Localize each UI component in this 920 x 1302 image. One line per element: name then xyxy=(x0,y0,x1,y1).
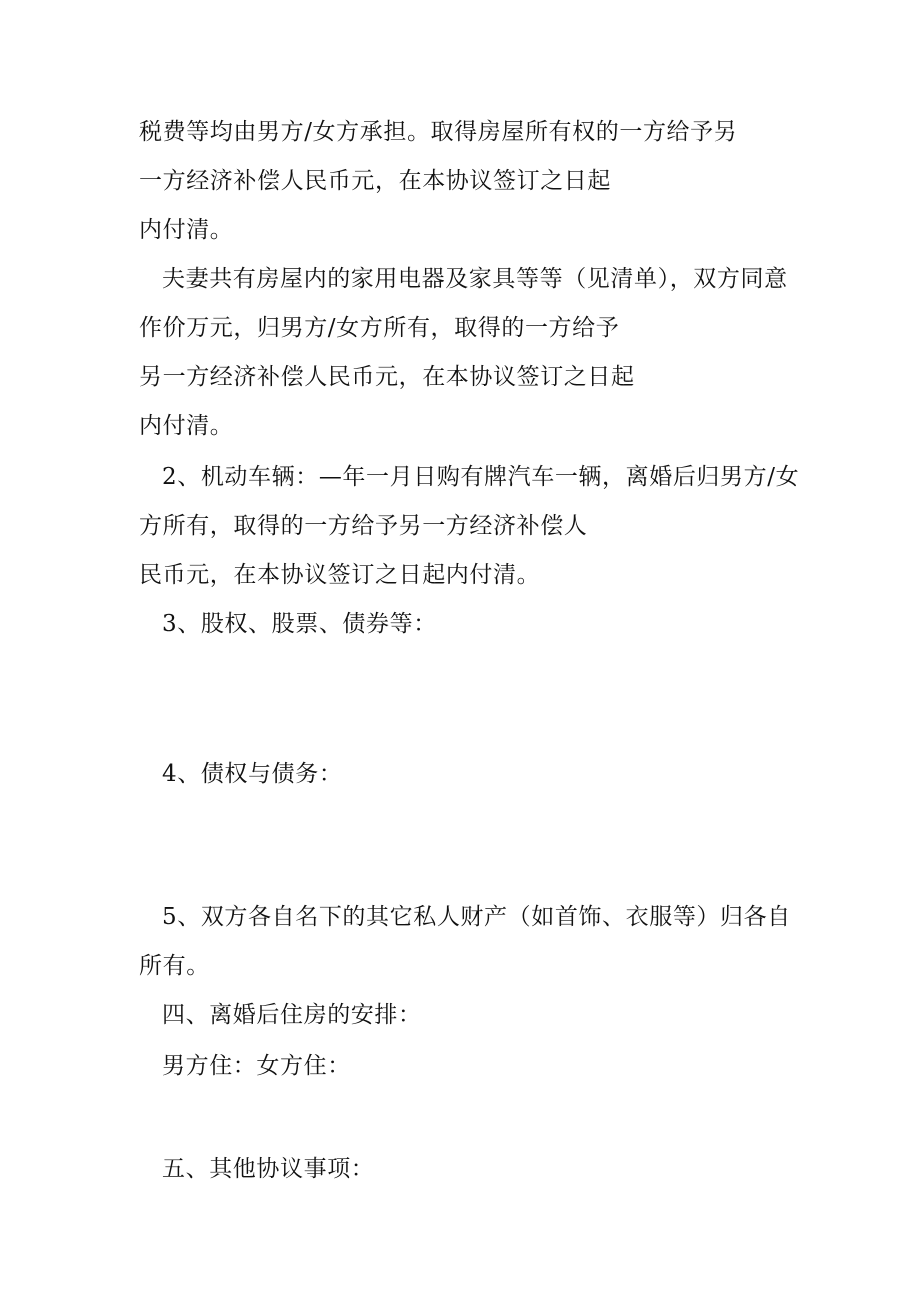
paragraph-line: 内付清。 xyxy=(139,413,234,439)
paragraph-line: 所有。 xyxy=(139,953,210,979)
section-heading: 四、离婚后住房的安排： xyxy=(162,1002,422,1028)
paragraph-line: 2、机动车辆：—年一月日购有牌汽车一辆，离婚后归男方/女 xyxy=(162,464,800,490)
paragraph-line: 男方住：女方住： xyxy=(162,1053,351,1079)
section-heading: 4、债权与债务： xyxy=(162,761,343,787)
paragraph-line: 5、双方各自名下的其它私人财产（如首饰、衣服等）归各自 xyxy=(162,904,791,930)
paragraph-line: 一方经济补偿人民币元，在本协议签订之日起 xyxy=(139,168,611,194)
paragraph-line: 另一方经济补偿人民币元，在本协议签订之日起 xyxy=(139,364,635,390)
paragraph-line: 作价万元，归男方/女方所有，取得的一方给予 xyxy=(139,315,620,341)
paragraph-line: 方所有，取得的一方给予另一方经济补偿人 xyxy=(139,513,588,539)
paragraph-line: 民币元，在本协议签订之日起内付清。 xyxy=(139,562,541,588)
paragraph-line: 内付清。 xyxy=(139,217,234,243)
section-heading: 五、其他协议事项： xyxy=(162,1156,375,1182)
section-heading: 3、股权、股票、债券等： xyxy=(162,611,437,637)
paragraph-line: 税费等均由男方/女方承担。取得房屋所有权的一方给予另 xyxy=(139,119,738,145)
paragraph-line: 夫妻共有房屋内的家用电器及家具等等（见清单），双方同意 xyxy=(162,266,788,292)
